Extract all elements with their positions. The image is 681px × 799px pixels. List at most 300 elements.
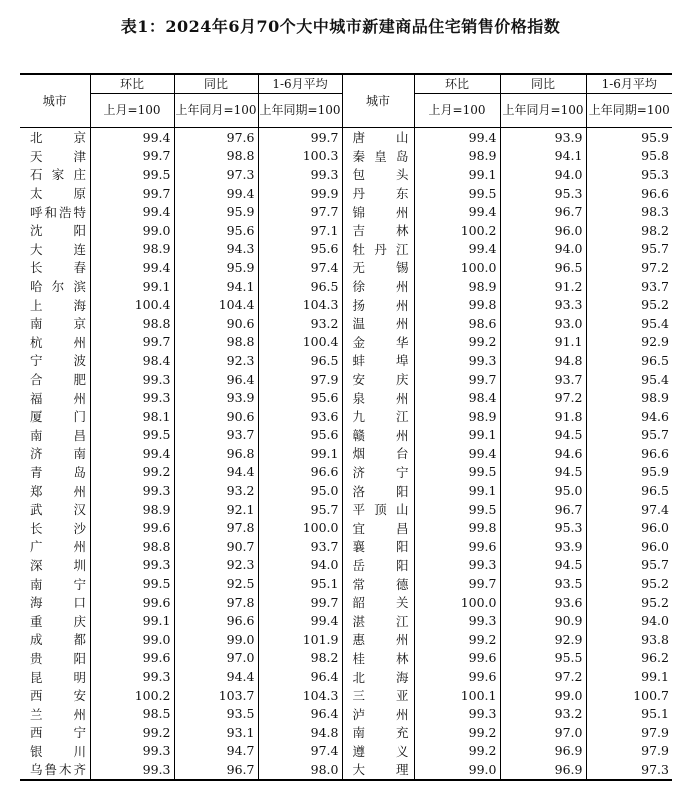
cell-avg-right: 96.0 [586, 537, 672, 556]
city-name: 太原 [30, 186, 86, 202]
cell-avg-right: 95.1 [586, 704, 672, 723]
cell-mom-right: 99.3 [414, 556, 500, 575]
cell-city-right [342, 370, 414, 389]
city-name: 北海 [352, 669, 409, 685]
cell-avg-right: 95.3 [586, 165, 672, 184]
table-row [20, 426, 672, 445]
table-row [20, 686, 672, 705]
cell-city-left [20, 704, 90, 723]
city-name: 泸州 [352, 706, 409, 722]
table-row [20, 147, 672, 166]
cell-city-left [20, 202, 90, 221]
city-name: 深圳 [30, 557, 86, 573]
header-mom-base-right: 上月=100 [414, 94, 500, 128]
header-avg-base-right: 上年同期=100 [586, 94, 672, 128]
cell-avg-left: 99.7 [258, 128, 342, 147]
city-name: 温州 [352, 316, 409, 332]
cell-yoy-right: 94.6 [500, 444, 586, 463]
city-name: 大连 [30, 241, 86, 257]
cell-yoy-left: 90.7 [174, 537, 258, 556]
cell-avg-left: 94.0 [258, 556, 342, 575]
cell-avg-right: 95.2 [586, 295, 672, 314]
city-name: 成都 [30, 632, 86, 648]
cell-avg-left: 97.4 [258, 258, 342, 277]
city-name: 韶关 [352, 595, 409, 611]
city-name: 昆明 [30, 669, 86, 685]
table-row [20, 202, 672, 221]
cell-avg-right: 96.5 [586, 351, 672, 370]
city-name: 重庆 [30, 613, 86, 629]
cell-avg-right: 95.9 [586, 128, 672, 147]
header-avg-right: 1-6月平均 [586, 74, 672, 94]
cell-mom-left: 99.1 [90, 277, 174, 296]
city-name: 贵阳 [30, 650, 86, 666]
cell-avg-left: 95.6 [258, 426, 342, 445]
cell-city-right [342, 407, 414, 426]
cell-mom-right: 99.6 [414, 667, 500, 686]
cell-mom-left: 98.9 [90, 500, 174, 519]
cell-city-left [20, 258, 90, 277]
cell-avg-right: 95.4 [586, 314, 672, 333]
cell-avg-left: 104.3 [258, 295, 342, 314]
cell-mom-right: 99.7 [414, 370, 500, 389]
cell-city-right [342, 518, 414, 537]
cell-city-left [20, 221, 90, 240]
cell-yoy-right: 93.7 [500, 370, 586, 389]
city-name: 郑州 [30, 483, 86, 499]
city-name: 呼和浩特 [30, 204, 86, 220]
cell-city-right [342, 630, 414, 649]
cell-yoy-right: 97.2 [500, 667, 586, 686]
cell-yoy-right: 91.8 [500, 407, 586, 426]
cell-mom-right: 99.4 [414, 240, 500, 259]
cell-city-right [342, 426, 414, 445]
city-name: 金华 [352, 334, 409, 350]
table-row [20, 184, 672, 203]
cell-city-right [342, 258, 414, 277]
cell-city-right [342, 723, 414, 742]
cell-city-left [20, 593, 90, 612]
cell-city-left [20, 760, 90, 780]
cell-city-right [342, 128, 414, 147]
city-name: 丹东 [352, 186, 409, 202]
cell-mom-right: 99.7 [414, 574, 500, 593]
cell-yoy-left: 104.4 [174, 295, 258, 314]
cell-avg-left: 99.9 [258, 184, 342, 203]
cell-yoy-left: 95.6 [174, 221, 258, 240]
table-row [20, 667, 672, 686]
cell-city-left [20, 463, 90, 482]
cell-city-left [20, 611, 90, 630]
cell-yoy-left: 94.1 [174, 277, 258, 296]
cell-city-right [342, 704, 414, 723]
cell-avg-right: 98.3 [586, 202, 672, 221]
cell-mom-right: 99.8 [414, 295, 500, 314]
cell-mom-right: 98.4 [414, 388, 500, 407]
cell-mom-left: 99.3 [90, 742, 174, 761]
cell-avg-right: 96.5 [586, 481, 672, 500]
cell-city-left [20, 295, 90, 314]
cell-yoy-right: 96.0 [500, 221, 586, 240]
cell-yoy-left: 94.7 [174, 742, 258, 761]
cell-city-left [20, 742, 90, 761]
cell-mom-right: 99.1 [414, 165, 500, 184]
cell-city-right [342, 444, 414, 463]
cell-yoy-left: 97.6 [174, 128, 258, 147]
city-name: 海口 [30, 595, 86, 611]
cell-mom-left: 99.6 [90, 649, 174, 668]
city-name: 南昌 [30, 427, 86, 443]
table-row [20, 630, 672, 649]
cell-mom-right: 99.2 [414, 333, 500, 352]
cell-mom-right: 99.3 [414, 611, 500, 630]
cell-city-left [20, 686, 90, 705]
cell-yoy-left: 93.1 [174, 723, 258, 742]
cell-mom-left: 99.4 [90, 258, 174, 277]
cell-avg-right: 95.2 [586, 574, 672, 593]
cell-avg-right: 95.4 [586, 370, 672, 389]
cell-city-right [342, 295, 414, 314]
cell-city-right [342, 351, 414, 370]
cell-yoy-right: 93.5 [500, 574, 586, 593]
header-yoy-base-left: 上年同月=100 [174, 94, 258, 128]
cell-yoy-right: 97.0 [500, 723, 586, 742]
cell-avg-right: 95.8 [586, 147, 672, 166]
cell-avg-right: 96.6 [586, 444, 672, 463]
cell-avg-left: 97.1 [258, 221, 342, 240]
table-row [20, 333, 672, 352]
cell-mom-right: 99.5 [414, 500, 500, 519]
cell-mom-right: 99.2 [414, 742, 500, 761]
city-name: 济宁 [352, 464, 409, 480]
city-name: 宜昌 [352, 520, 409, 536]
cell-mom-left: 99.3 [90, 760, 174, 780]
table-row [20, 128, 672, 147]
cell-avg-left: 98.0 [258, 760, 342, 780]
cell-yoy-right: 96.9 [500, 760, 586, 780]
cell-avg-left: 93.2 [258, 314, 342, 333]
cell-yoy-right: 94.5 [500, 463, 586, 482]
table-row [20, 500, 672, 519]
price-index-table [20, 73, 672, 781]
cell-avg-left: 95.6 [258, 240, 342, 259]
header-mom-right: 环比 [414, 74, 500, 94]
header-avg-base-left: 上年同期=100 [258, 94, 342, 128]
cell-yoy-right: 92.9 [500, 630, 586, 649]
cell-yoy-left: 90.6 [174, 407, 258, 426]
cell-avg-right: 96.6 [586, 184, 672, 203]
cell-mom-left: 99.3 [90, 370, 174, 389]
city-name: 长沙 [30, 520, 86, 536]
cell-mom-right: 99.2 [414, 723, 500, 742]
city-name: 牡丹江 [352, 241, 409, 257]
cell-city-left [20, 574, 90, 593]
cell-yoy-right: 94.1 [500, 147, 586, 166]
cell-yoy-right: 93.9 [500, 128, 586, 147]
table-row [20, 760, 672, 780]
city-name: 南宁 [30, 576, 86, 592]
cell-mom-left: 99.2 [90, 723, 174, 742]
cell-yoy-right: 99.0 [500, 686, 586, 705]
table-row [20, 407, 672, 426]
cell-yoy-left: 96.8 [174, 444, 258, 463]
cell-avg-left: 96.5 [258, 351, 342, 370]
cell-city-right [342, 277, 414, 296]
cell-avg-left: 97.4 [258, 742, 342, 761]
cell-mom-right: 99.4 [414, 444, 500, 463]
table-row [20, 481, 672, 500]
table-row [20, 258, 672, 277]
cell-yoy-right: 95.5 [500, 649, 586, 668]
city-name: 岳阳 [352, 557, 409, 573]
cell-yoy-right: 96.7 [500, 500, 586, 519]
cell-city-right [342, 556, 414, 575]
city-name: 唐山 [352, 130, 409, 146]
city-name: 安庆 [352, 372, 409, 388]
city-name: 宁波 [30, 353, 86, 369]
cell-mom-left: 99.5 [90, 426, 174, 445]
cell-city-right [342, 667, 414, 686]
city-name: 锦州 [352, 204, 409, 220]
cell-avg-right: 99.1 [586, 667, 672, 686]
cell-avg-left: 99.1 [258, 444, 342, 463]
cell-mom-right: 99.2 [414, 630, 500, 649]
cell-yoy-left: 93.2 [174, 481, 258, 500]
cell-city-left [20, 500, 90, 519]
cell-avg-left: 93.7 [258, 537, 342, 556]
cell-yoy-left: 90.6 [174, 314, 258, 333]
city-name: 扬州 [352, 297, 409, 313]
table-row [20, 295, 672, 314]
cell-yoy-left: 93.5 [174, 704, 258, 723]
cell-mom-right: 100.1 [414, 686, 500, 705]
cell-mom-right: 99.5 [414, 463, 500, 482]
cell-city-right [342, 184, 414, 203]
cell-city-right [342, 165, 414, 184]
cell-yoy-right: 94.5 [500, 426, 586, 445]
cell-mom-left: 99.4 [90, 128, 174, 147]
cell-avg-right: 100.7 [586, 686, 672, 705]
cell-avg-left: 95.1 [258, 574, 342, 593]
header-mom-base-left: 上月=100 [90, 94, 174, 128]
cell-yoy-left: 94.4 [174, 463, 258, 482]
cell-city-left [20, 351, 90, 370]
city-name: 三亚 [352, 688, 409, 704]
city-name: 泉州 [352, 390, 409, 406]
cell-yoy-right: 96.9 [500, 742, 586, 761]
cell-yoy-left: 96.4 [174, 370, 258, 389]
city-name: 遵义 [352, 743, 409, 759]
cell-yoy-left: 92.3 [174, 351, 258, 370]
city-name: 无锡 [352, 260, 409, 276]
cell-city-left [20, 630, 90, 649]
cell-mom-left: 99.2 [90, 463, 174, 482]
city-name: 西安 [30, 688, 86, 704]
city-name: 桂林 [352, 650, 409, 666]
cell-mom-left: 99.4 [90, 202, 174, 221]
cell-city-left [20, 444, 90, 463]
cell-yoy-right: 96.7 [500, 202, 586, 221]
header-yoy-base-right: 上年同月=100 [500, 94, 586, 128]
city-name: 厦门 [30, 409, 86, 425]
cell-city-right [342, 147, 414, 166]
cell-mom-left: 99.7 [90, 147, 174, 166]
city-name: 九江 [352, 409, 409, 425]
cell-city-right [342, 611, 414, 630]
cell-avg-left: 93.6 [258, 407, 342, 426]
cell-city-left [20, 333, 90, 352]
city-name: 秦皇岛 [352, 148, 409, 164]
cell-yoy-right: 93.9 [500, 537, 586, 556]
cell-mom-left: 99.5 [90, 165, 174, 184]
city-name: 洛阳 [352, 483, 409, 499]
cell-avg-right: 94.6 [586, 407, 672, 426]
cell-mom-right: 98.9 [414, 147, 500, 166]
table-row [20, 221, 672, 240]
city-name: 长春 [30, 260, 86, 276]
cell-yoy-right: 91.2 [500, 277, 586, 296]
city-name: 徐州 [352, 279, 409, 295]
cell-avg-left: 99.7 [258, 593, 342, 612]
cell-mom-right: 99.1 [414, 481, 500, 500]
cell-city-right [342, 593, 414, 612]
city-name: 湛江 [352, 613, 409, 629]
cell-mom-left: 99.7 [90, 184, 174, 203]
cell-mom-right: 98.9 [414, 277, 500, 296]
cell-avg-right: 92.9 [586, 333, 672, 352]
city-name: 合肥 [30, 372, 86, 388]
cell-yoy-right: 97.2 [500, 388, 586, 407]
city-name: 北京 [30, 130, 86, 146]
cell-avg-left: 96.4 [258, 704, 342, 723]
cell-yoy-left: 103.7 [174, 686, 258, 705]
cell-city-right [342, 240, 414, 259]
table-header [20, 74, 672, 128]
cell-yoy-right: 94.0 [500, 165, 586, 184]
cell-city-right [342, 574, 414, 593]
cell-city-left [20, 481, 90, 500]
cell-avg-right: 95.2 [586, 593, 672, 612]
cell-avg-left: 97.9 [258, 370, 342, 389]
cell-mom-left: 98.1 [90, 407, 174, 426]
city-name: 济南 [30, 446, 86, 462]
cell-yoy-right: 95.3 [500, 518, 586, 537]
city-name: 襄阳 [352, 539, 409, 555]
table-row [20, 240, 672, 259]
cell-avg-left: 99.4 [258, 611, 342, 630]
table-body [20, 128, 672, 780]
cell-mom-left: 98.8 [90, 314, 174, 333]
cell-city-right [342, 202, 414, 221]
cell-avg-left: 95.0 [258, 481, 342, 500]
city-name: 南京 [30, 316, 86, 332]
cell-avg-left: 100.0 [258, 518, 342, 537]
city-name: 石家庄 [30, 167, 86, 183]
city-name: 广州 [30, 539, 86, 555]
cell-avg-right: 95.7 [586, 240, 672, 259]
table-row [20, 518, 672, 537]
header-yoy-right: 同比 [500, 74, 586, 94]
cell-city-right [342, 314, 414, 333]
cell-mom-right: 99.4 [414, 202, 500, 221]
cell-city-right [342, 537, 414, 556]
cell-avg-left: 94.8 [258, 723, 342, 742]
cell-city-left [20, 388, 90, 407]
cell-city-left [20, 370, 90, 389]
cell-city-left [20, 147, 90, 166]
cell-yoy-left: 93.9 [174, 388, 258, 407]
table-row [20, 370, 672, 389]
table-row [20, 593, 672, 612]
cell-yoy-right: 96.5 [500, 258, 586, 277]
cell-avg-left: 100.4 [258, 333, 342, 352]
cell-yoy-left: 99.0 [174, 630, 258, 649]
cell-avg-left: 100.3 [258, 147, 342, 166]
cell-mom-right: 98.6 [414, 314, 500, 333]
cell-avg-right: 96.2 [586, 649, 672, 668]
cell-city-right [342, 500, 414, 519]
city-name: 南充 [352, 725, 409, 741]
cell-avg-right: 93.8 [586, 630, 672, 649]
cell-mom-left: 99.6 [90, 593, 174, 612]
cell-mom-left: 99.0 [90, 221, 174, 240]
city-name: 包头 [352, 167, 409, 183]
cell-city-left [20, 667, 90, 686]
cell-mom-right: 100.2 [414, 221, 500, 240]
cell-mom-left: 99.3 [90, 556, 174, 575]
cell-city-left [20, 314, 90, 333]
city-name: 兰州 [30, 706, 86, 722]
cell-avg-right: 94.0 [586, 611, 672, 630]
city-name: 吉林 [352, 223, 409, 239]
cell-yoy-left: 96.6 [174, 611, 258, 630]
cell-avg-right: 97.3 [586, 760, 672, 780]
cell-city-left [20, 240, 90, 259]
cell-yoy-right: 94.8 [500, 351, 586, 370]
cell-avg-left: 99.3 [258, 165, 342, 184]
cell-mom-left: 99.5 [90, 574, 174, 593]
city-name: 哈尔滨 [30, 279, 86, 295]
cell-mom-left: 99.6 [90, 518, 174, 537]
cell-city-left [20, 649, 90, 668]
cell-yoy-left: 95.9 [174, 258, 258, 277]
table-row [20, 742, 672, 761]
cell-mom-left: 99.7 [90, 333, 174, 352]
table-row [20, 574, 672, 593]
cell-city-left [20, 518, 90, 537]
cell-avg-right: 95.7 [586, 556, 672, 575]
cell-avg-left: 96.6 [258, 463, 342, 482]
table-row [20, 444, 672, 463]
page-title: 表1：2024年6月70个大中城市新建商品住宅销售价格指数 [120, 17, 561, 36]
cell-city-left [20, 556, 90, 575]
cell-yoy-left: 92.5 [174, 574, 258, 593]
cell-yoy-right: 90.9 [500, 611, 586, 630]
cell-avg-left: 104.3 [258, 686, 342, 705]
cell-yoy-left: 97.3 [174, 165, 258, 184]
cell-yoy-right: 93.3 [500, 295, 586, 314]
cell-mom-left: 99.0 [90, 630, 174, 649]
cell-city-left [20, 723, 90, 742]
header-city-left: 城市 [42, 93, 67, 108]
table-row [20, 463, 672, 482]
cell-yoy-left: 98.8 [174, 147, 258, 166]
cell-avg-right: 96.0 [586, 518, 672, 537]
cell-yoy-left: 97.0 [174, 649, 258, 668]
cell-mom-right: 99.6 [414, 537, 500, 556]
table-row [20, 277, 672, 296]
table-row [20, 723, 672, 742]
